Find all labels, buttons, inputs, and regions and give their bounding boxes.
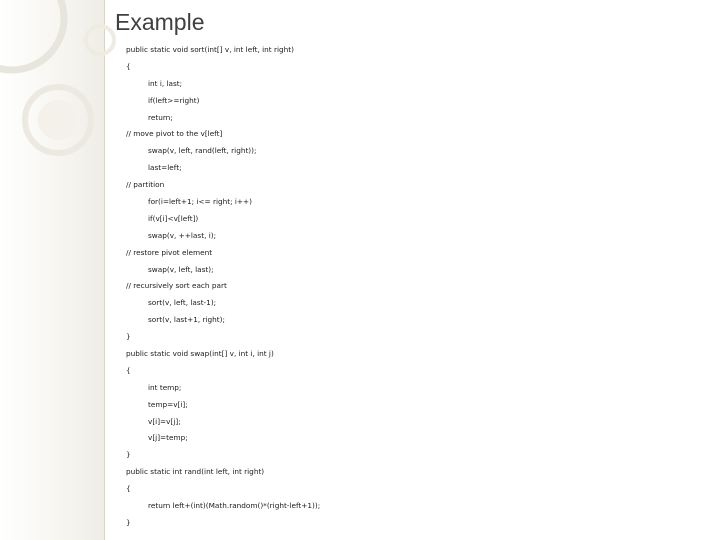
decorative-ring-small bbox=[86, 26, 114, 54]
code-line: { bbox=[126, 61, 131, 71]
slide-title: Example bbox=[115, 9, 205, 35]
decorative-disc bbox=[38, 100, 78, 140]
code-line: v[j]=temp; bbox=[148, 433, 188, 443]
code-line: // recursively sort each part bbox=[126, 281, 227, 291]
code-line: public static void swap(int[] v, int i, int j) bbox=[126, 349, 274, 359]
code-line: return left+(int)(Math.random()*(right-left+1)); bbox=[148, 501, 321, 511]
code-line: int i, last; bbox=[148, 78, 183, 88]
code-line: public static void sort(int[] v, int left, int right) bbox=[126, 45, 294, 54]
code-line: { bbox=[126, 484, 131, 494]
code-line: if(left>=right) bbox=[148, 95, 200, 105]
code-line: } bbox=[126, 517, 131, 527]
code-line: // move pivot to the v[left] bbox=[126, 129, 223, 139]
code-line: swap(v, left, last); bbox=[148, 264, 214, 274]
code-line: sort(v, left, last-1); bbox=[148, 298, 217, 308]
code-line: } bbox=[126, 332, 131, 342]
code-line: sort(v, last+1, right); bbox=[148, 315, 225, 325]
code-line: for(i=left+1; i<= right; i++) bbox=[148, 197, 252, 207]
decorative-ring-large bbox=[0, 0, 64, 70]
code-line: // partition bbox=[126, 180, 165, 190]
code-line: temp=v[i]; bbox=[148, 399, 188, 409]
code-line: v[i]=v[j]; bbox=[148, 416, 181, 426]
code-line: // restore pivot element bbox=[126, 247, 213, 257]
code-line: return; bbox=[148, 112, 173, 122]
code-line: swap(v, left, rand(left, right)); bbox=[148, 146, 257, 156]
code-line: last=left; bbox=[148, 163, 182, 173]
code-line: public static int rand(int left, int right) bbox=[126, 467, 265, 477]
code-line: if(v[i]<v[left]) bbox=[148, 213, 199, 223]
code-line: } bbox=[126, 450, 131, 460]
code-line: swap(v, ++last, i); bbox=[148, 230, 217, 240]
code-line: { bbox=[126, 365, 131, 375]
code-line: int temp; bbox=[148, 382, 182, 392]
code-listing bbox=[126, 42, 706, 532]
